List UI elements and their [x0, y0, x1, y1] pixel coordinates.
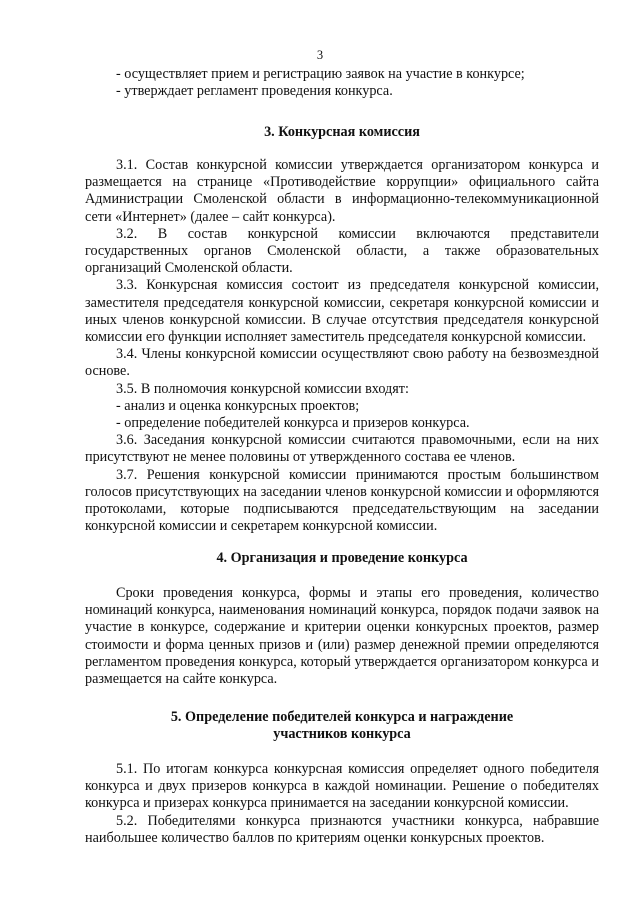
list-item: - определение победителей конкурса и призеров конкурса. [116, 415, 470, 432]
section-3-body [85, 157, 599, 535]
section-4-heading: 4. Организация и проведение конкурса [216, 550, 468, 566]
list-item: - анализ и оценка конкурсных проектов; [116, 397, 360, 414]
paragraph-5-2: 5.2. Победителями конкурса признаются участники конкурса, набравшие наибольшее количество баллов по критериям оценки конкурсных проектов. [85, 812, 599, 846]
section-3-heading: 3. Конкурсная комиссия [264, 124, 420, 140]
intro-list [85, 66, 599, 100]
paragraph-4-1: Сроки проведения конкурса, формы и этапы его проведения, количество номинаций конкурса, наименования номинаций конкурса, порядок подачи заявок на участие в конкурсе, содержание и критерии оценки конкурсных проектов, размер стоимости и форма ценных призов и (или) размер денежной премии определяются регламентом проведения конкурса, который утверждается организатором конкурса и размещается на сайте конкурса. [85, 585, 599, 688]
section-5-heading-line-2: участников конкурса [273, 726, 411, 743]
paragraph-5-1: 5.1. По итогам конкурса конкурсная комиссия определяет одного победителя конкурса и двух призеров конкурса в каждой номинации. Решение о победителях конкурса и призерах конкурса принимается на заседании конкурсной комиссии. [85, 761, 599, 812]
list-item: - утверждает регламент проведения конкурса. [116, 83, 393, 100]
section-4-body [85, 585, 599, 688]
list-item: - осуществляет прием и регистрацию заявок на участие в конкурсе; [116, 66, 525, 82]
section-5-heading [85, 709, 599, 743]
paragraph-3-5: 3.5. В полномочия конкурсной комиссии входят: [116, 380, 409, 397]
paragraph-3-1: 3.1. Состав конкурсной комиссии утверждается организатором конкурса и размещается на странице «Противодействие коррупции» официального сайта Администрации Смоленской области в информационно-телекоммуникационной сети «Интернет» (далее – сайт конкурса). [85, 157, 599, 225]
section-5-body [85, 761, 599, 847]
paragraph-3-2: 3.2. В состав конкурсной комиссии включаются представители государственных органов Смоленской области, а также образовательных организаций Смоленской области. [85, 225, 599, 277]
paragraph-3-3: 3.3. Конкурсная комиссия состоит из председателя конкурсной комиссии, заместителя председателя конкурсной комиссии, секретаря конкурсной комиссии и иных членов конкурсной комиссии. В случае отсутствия председателя конкурсной комиссии его функции исполняет заместитель председателя конкурсной комиссии. [85, 277, 599, 346]
paragraph-3-7: 3.7. Решения конкурсной комиссии принимаются простым большинством голосов присутствующих на заседании членов конкурсной комиссии и оформляются протоколами, которые подписываются председательствующим на заседании конкурсной комиссии и секретарем конкурсной комиссии. [85, 466, 599, 535]
section-5-heading-line-1: 5. Определение победителей конкурса и награждение [170, 709, 514, 725]
page-number: 3 [316, 48, 324, 62]
paragraph-3-6: 3.6. Заседания конкурсной комиссии считаются правомочными, если на них присутствуют не менее половины от утвержденного состава ее членов. [85, 432, 599, 466]
paragraph-3-4: 3.4. Члены конкурсной комиссии осуществляют свою работу на безвозмездной основе. [85, 346, 599, 380]
